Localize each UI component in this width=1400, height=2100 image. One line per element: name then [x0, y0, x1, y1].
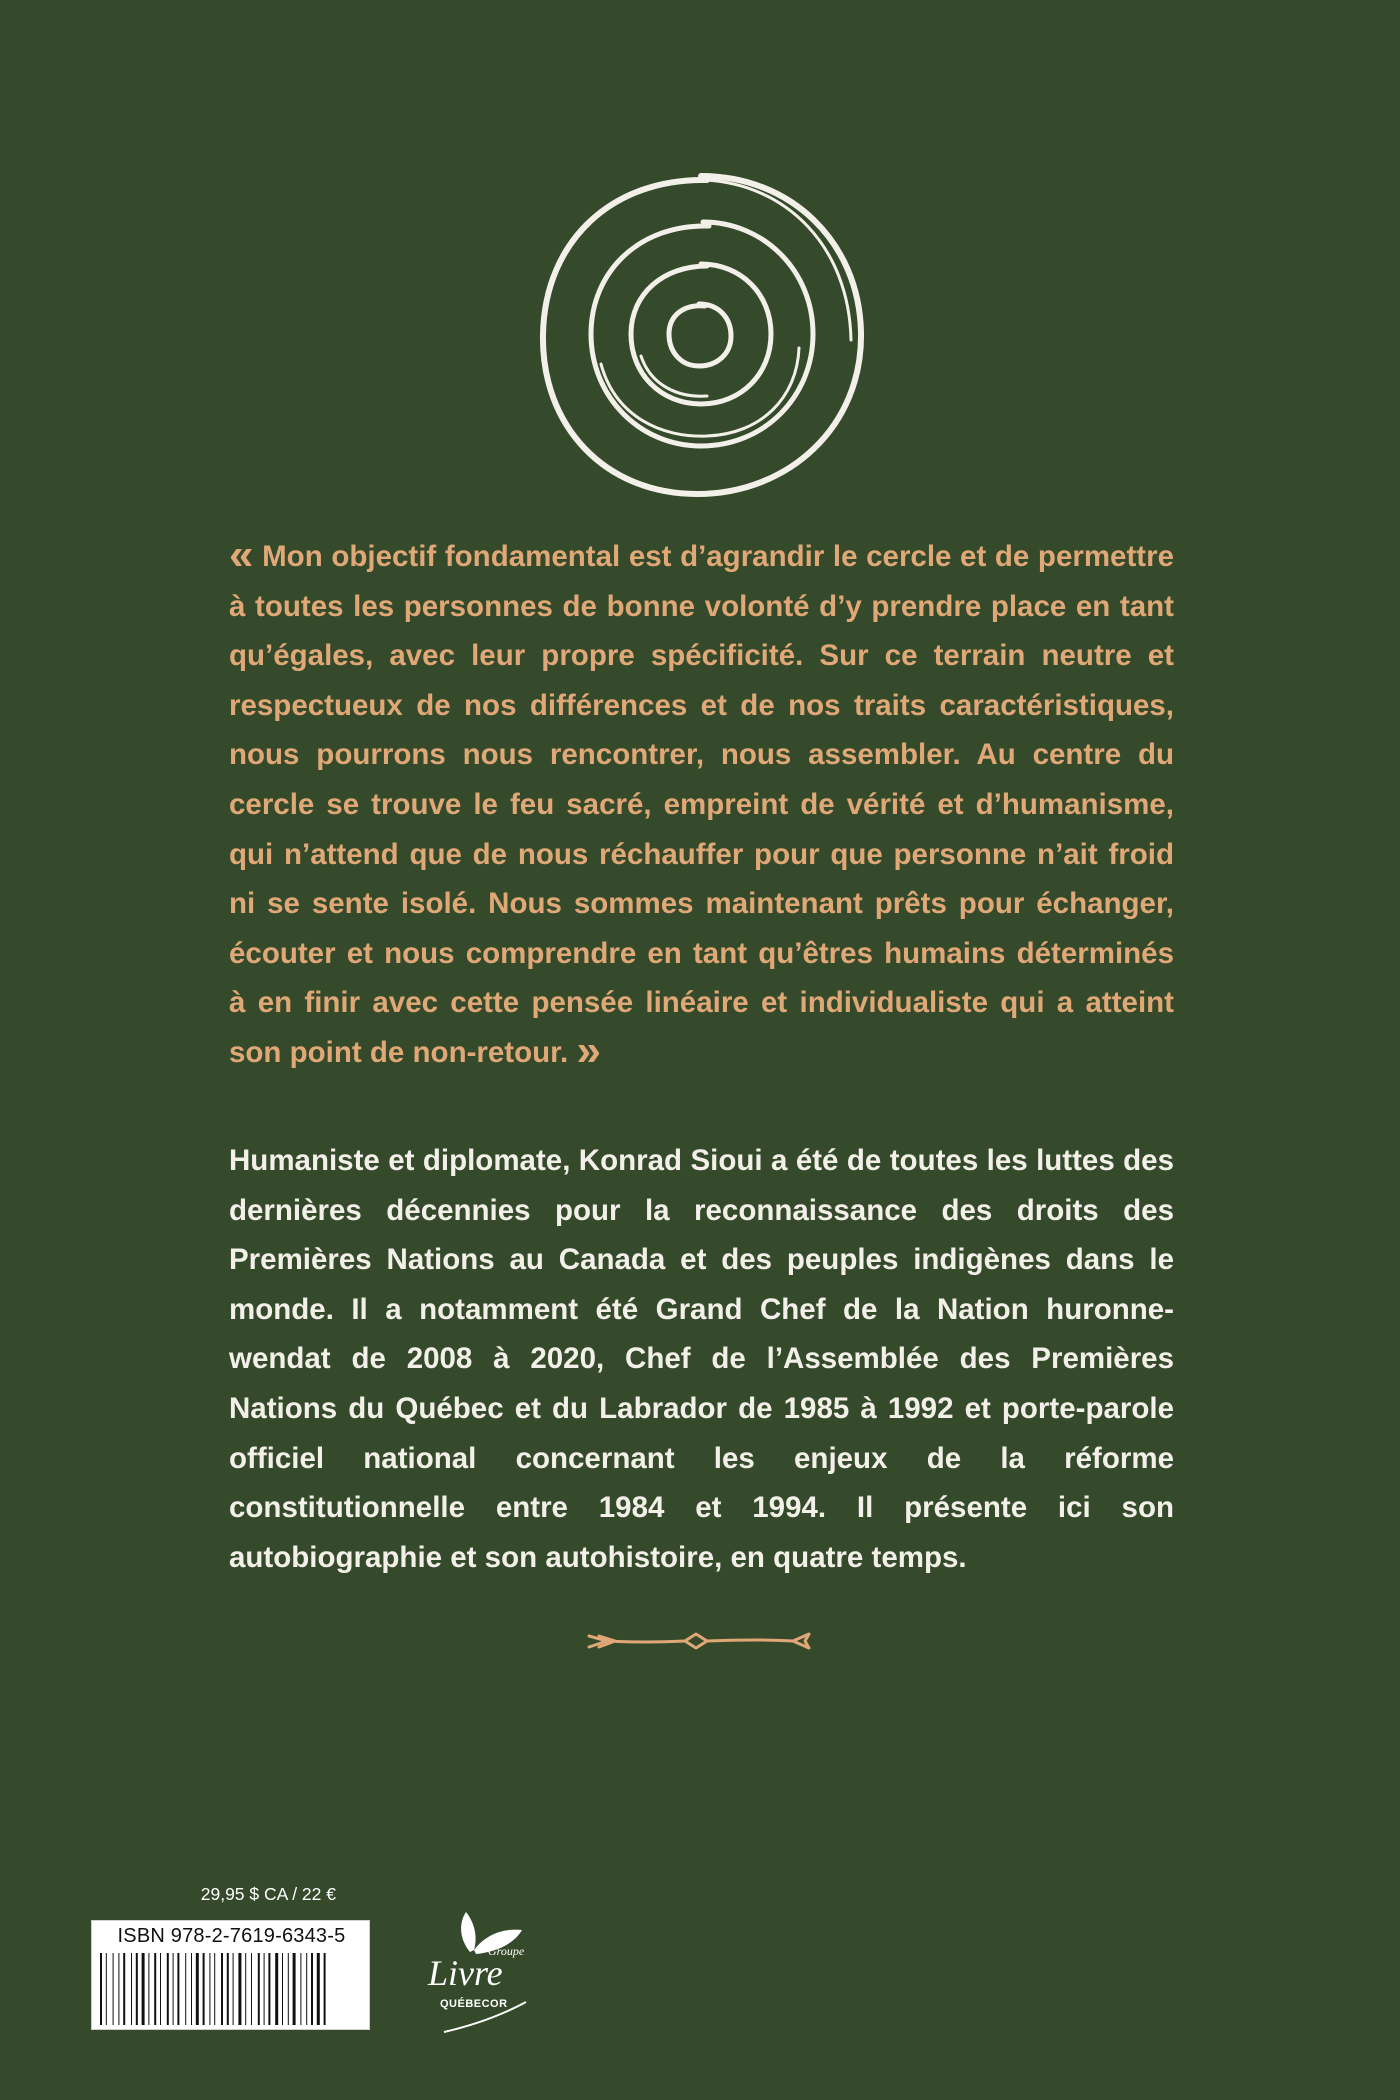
barcode-bar: [123, 1953, 125, 2025]
barcode-bar: [154, 1953, 156, 2025]
barcode-bar: [245, 1953, 246, 2025]
barcode-bar: [233, 1953, 234, 2025]
logo-quebecor-text: QUÉBECOR: [440, 1998, 508, 2010]
barcode-bar: [131, 1953, 132, 2025]
barcode-bar: [100, 1953, 102, 2025]
barcode-bar: [258, 1953, 260, 2025]
barcode-bar: [173, 1953, 174, 2025]
barcode-bar: [264, 1953, 265, 2025]
arrow-ornament-icon: [585, 1626, 815, 1656]
barcode-bar: [275, 1953, 278, 2025]
barcode-icon: [100, 1953, 362, 2025]
barcode-bar: [214, 1953, 215, 2025]
logo-groupe-text: Groupe: [488, 1944, 525, 1958]
barcode-bar: [251, 1953, 252, 2025]
barcode-bar: [148, 1953, 149, 2025]
barcode-bar: [238, 1953, 241, 2025]
quote-text: [229, 532, 1174, 1078]
barcode-bar: [288, 1953, 289, 2025]
barcode-bar: [209, 1953, 210, 2025]
barcode-bar: [191, 1953, 192, 2025]
close-quote-mark: »: [576, 1025, 601, 1075]
barcode-bar: [136, 1953, 138, 2025]
barcode-bar: [221, 1953, 223, 2025]
quote-body: Mon objectif fondamental est d’agrandir le cercle et de permettre à toutes les personnes de bonne volonté d’y prendre place en tant qu’égales, avec leur propre spécificité. Sur ce terrain neutre et respectueux de nos différences et de nos traits caractéristiques, nous pourrons nous rencontrer, nous assembler. Au centre du cercle se trouve le feu sacré, empreint de vérité et d’humanisme, qui n’attend que de nous réchauffer pour que personne n’ait froid ni se sente isolé. Nous sommes maintenant prêts pour échanger, écouter et nous comprendre en tant qu’êtres humains déterminés à en finir avec cette pensée linéaire et individualiste qui a atteint son point de non-retour.: [229, 540, 1174, 1069]
open-quote-mark: «: [229, 530, 254, 579]
isbn-text: ISBN 978-2-7619-6343-5: [117, 1925, 346, 1947]
publisher-logo: [410, 1900, 560, 2040]
barcode-bar: [311, 1953, 313, 2025]
barcode-bar: [177, 1953, 179, 2025]
barcode-bar: [118, 1953, 119, 2025]
author-bio: Humaniste et diplomate, Konrad Sioui a été de toutes les luttes des dernières décennies pour la reconnaissance des droits des Premières Nations au Canada et des peuples indigènes dans le monde. Il a notamment été Grand Chef de la Nation huronne-wendat de 2008 à 2020, Chef de l’Assemblée des Premières Nations du Québec et du Labrador de 1985 à 1992 et porte-parole officiel national concernant les enjeux de la réforme constitutionnelle entre 1984 et 1994. Il présente ici son autobiographie et son autohistoire, en quatre temps.: [229, 1144, 1174, 1574]
barcode-bar: [203, 1953, 205, 2025]
isbn-barcode-block: [91, 1920, 370, 2030]
spiral-circle-icon: [537, 170, 865, 498]
barcode-bar: [324, 1953, 326, 2025]
barcode-bar: [293, 1953, 296, 2025]
logo-livre-text: Livre: [428, 1953, 503, 1993]
barcode-bar: [227, 1953, 229, 2025]
barcode-bar: [142, 1953, 145, 2025]
barcode-bar: [306, 1953, 307, 2025]
barcode-bar: [282, 1953, 283, 2025]
barcode-bar: [268, 1953, 270, 2025]
barcode-bar: [196, 1953, 199, 2025]
price-label: 29,95 $ CA / 22 €: [200, 1884, 336, 1904]
barcode-bar: [113, 1953, 114, 2025]
barcode-bar: [317, 1953, 320, 2025]
barcode-bar: [300, 1953, 301, 2025]
barcode-bar: [185, 1953, 186, 2025]
barcode-bar: [106, 1953, 107, 2025]
barcode-bar: [160, 1953, 161, 2025]
barcode-bar: [167, 1953, 169, 2025]
